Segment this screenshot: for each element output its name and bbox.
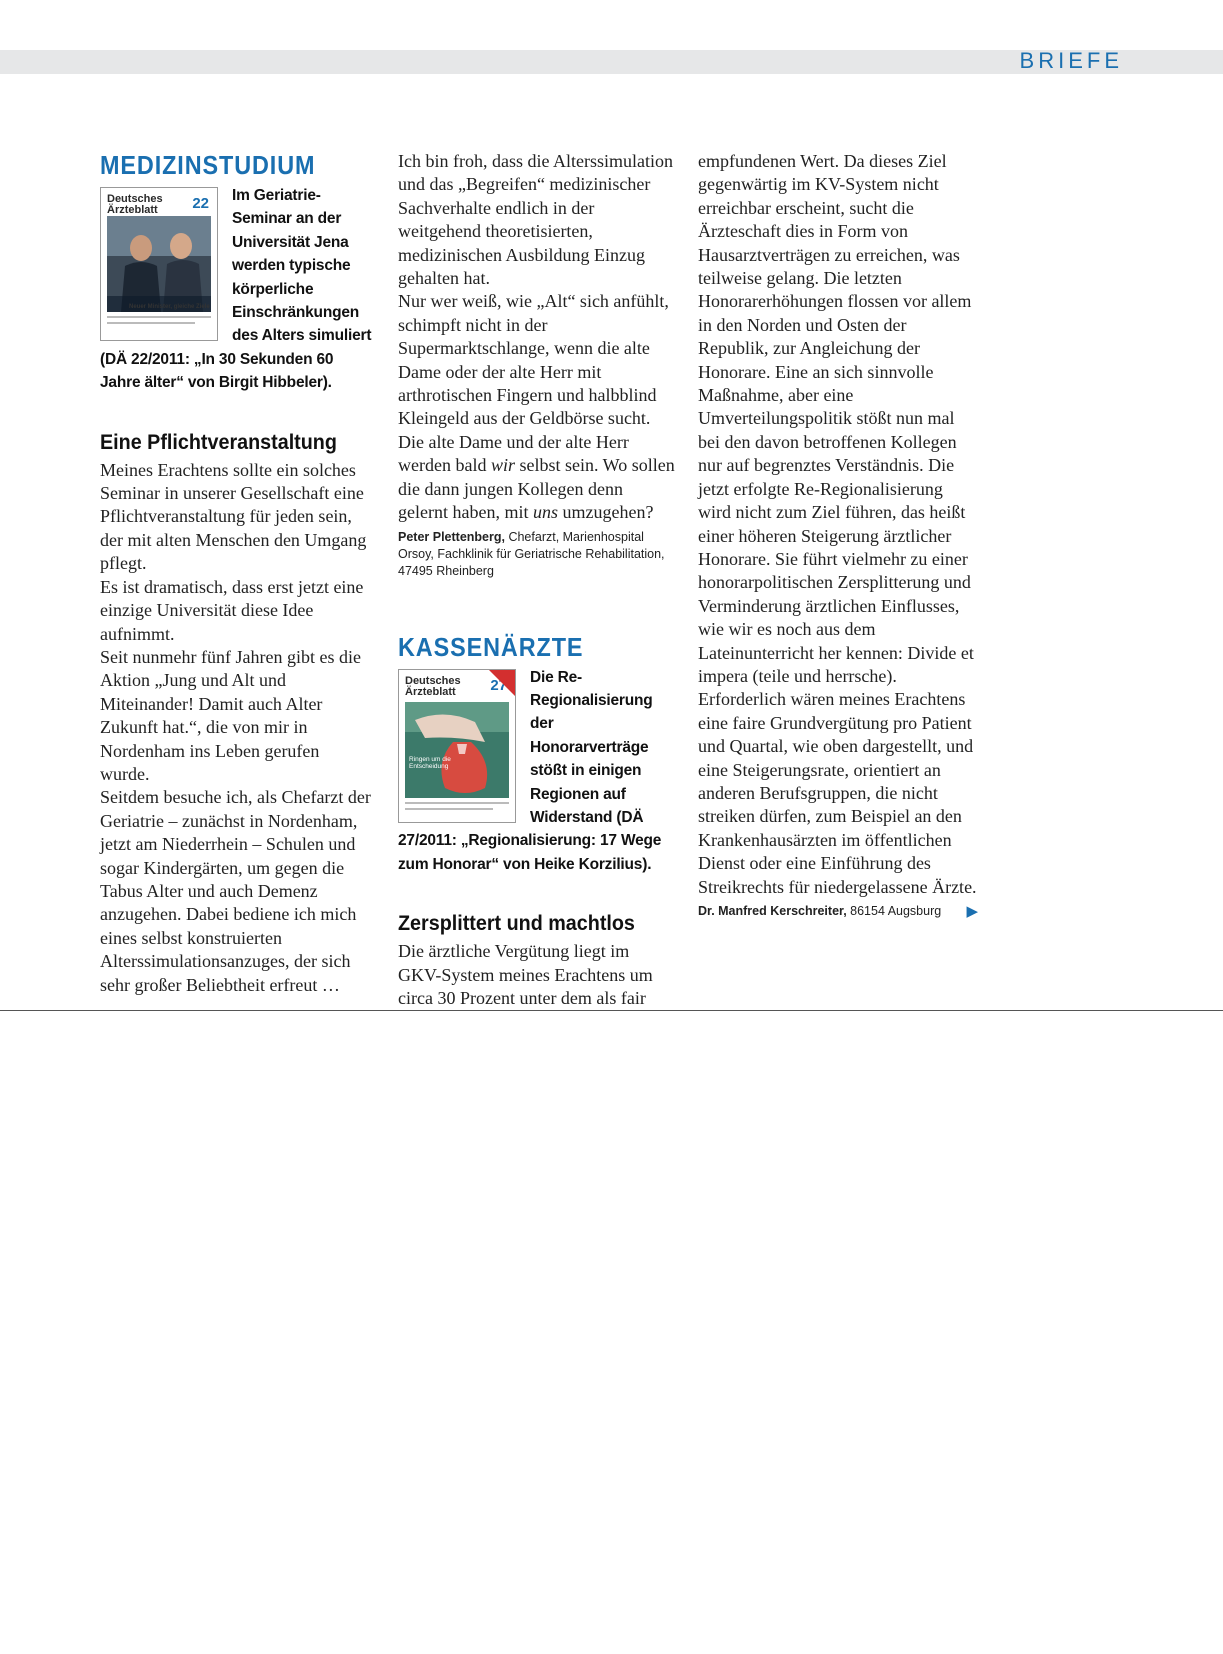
- cover-footer-lines: [405, 802, 509, 810]
- letter-paragraph: Meines Erachtens sollte ein solches Seminar in unserer Gesellschaft eine Pflichtveranstaltung für jeden sein, der mit alten Menschen den Umgang pflegt.: [100, 459, 367, 574]
- cover-issue-number: 22: [192, 195, 209, 212]
- letter-paragraph: Die alte Dame und der alte Herr werden bald wir selbst sein. Wo sollen die dann jungen Kollegen denn gelernt haben, mit uns umzugehen?: [398, 431, 675, 523]
- cover-footer-lines: [107, 316, 211, 324]
- letter-signature: Peter Plettenberg, Chefarzt, Marienhospital Orsoy, Fachklinik für Geriatrische Rehabilitation, 47495 Rheinberg: [398, 529, 665, 578]
- cover-masthead: Deutsches Ärzteblatt: [405, 674, 461, 698]
- column-3: [698, 150, 980, 920]
- topic-heading-kassenaerzte: KASSENÄRZTE: [398, 631, 584, 662]
- column-1: [100, 150, 372, 997]
- topic-heading-medizinstudium: MEDIZINSTUDIUM: [100, 150, 316, 180]
- letter-heading-zersplittert: Zersplittert und machtlos: [398, 912, 635, 936]
- bottom-divider: [0, 1010, 1223, 1011]
- cover-photo-image: [405, 702, 509, 798]
- letter-heading-pflichtveranstaltung: Eine Pflichtveranstaltung: [100, 430, 337, 454]
- letter-signature: Dr. Manfred Kerschreiter, 86154 Augsburg ▶: [698, 903, 978, 920]
- cover-corner-ribbon: [489, 670, 515, 696]
- letter-paragraph: Die ärztliche Vergütung liegt im GKV-System meines Erachtens um circa 30 Prozent unter dem als fair: [398, 941, 653, 1008]
- magazine-cover-22: [100, 187, 218, 341]
- continue-arrow-icon: ▶: [966, 903, 978, 920]
- article-intro: Im Geriatrie-Seminar an der Universität Jena werden typische körperliche Einschränkungen des Alters simuliert (DÄ 22/2011: „In 30 Sekunden 60 Jahre älter“ von Birgit Hibbeler).: [100, 187, 372, 392]
- magazine-cover-27: [398, 669, 516, 823]
- letter-paragraph: Nur wer weiß, wie „Alt“ sich anfühlt, schimpft nicht in der Supermarktschlange, wenn die alte Dame oder der alte Herr mit arthrotischen Fingern und halbblind Kleingeld aus der Geldbörse sucht.: [398, 291, 669, 429]
- cover-caption: Neuer Minister, gleiche Ziele: [129, 304, 210, 310]
- cover-caption: Ringen um die Entscheidung: [409, 755, 451, 770]
- letter-paragraph: empfundenen Wert. Da dieses Ziel gegenwärtig im KV-System nicht erreichbar erscheint, sucht die Ärzteschaft dies in Form von Hausarztverträgen zu erreichen, was teilweise gelang. Die letzten Honorarerhöhungen flossen vor allem in den Norden und Osten der Republik, zur Angleichung der Honorare. Eine an sich sinnvolle Maßnahme, aber eine Umverteilungspolitik stößt nun mal bei den davon betroffenen Kollegen nur auf begrenztes Verständnis. Die jetzt erfolgte Re-Regionalisierung wird nicht zum Ziel führen, das heißt einer höheren Steigerung ärztlicher Honorare. Sie führt vielmehr zu einer honorarpolitischen Zersplitterung und Verminderung ärztlichen Einflusses, wie wir es noch aus dem Lateinunterricht her kennen: Divide et impera (teile und herrsche).: [698, 151, 974, 686]
- letter-paragraph: Erforderlich wären meines Erachtens eine faire Grundvergütung pro Patient und Quartal, wie oben dargestellt, und eine Steigerungsrate, orientiert an anderen Berufsgruppen, die nicht streiken dürfen, zum Beispiel an den Krankenhausärzten im öffentlichen Dienst oder eine Einführung des Streikrechts für niedergelassene Ärzte.: [698, 689, 977, 897]
- letter-paragraph: Seitdem besuche ich, als Chefarzt der Geriatrie – zunächst in Nordenham, jetzt am Niederrhein – Schulen und sogar Kindergärten, um gegen die Tabus Alter und auch Demenz anzugehen. Dabei bediene ich mich eines selbst konstruierten Alterssimulationsanzuges, der sich sehr großer Beliebtheit erfreut …: [100, 787, 371, 995]
- letter-paragraph: Seit nunmehr fünf Jahren gibt es die Aktion „Jung und Alt und Miteinander! Damit auch Alter Zukunft hat.“, die von mir in Nordenham ins Leben gerufen wurde.: [100, 646, 361, 784]
- section-label: BRIEFE: [1019, 48, 1123, 73]
- column-2: [398, 150, 676, 1010]
- article-intro: Die Re-Regionalisierung der Honorarverträge stößt in einigen Regionen auf Widerstand (DÄ 27/2011: „Regionalisierung: 17 Wege zum Honorar“ von Heike Korzilius).: [398, 668, 662, 873]
- letter-paragraph: Es ist dramatisch, dass erst jetzt eine einzige Universität diese Idee aufnimmt.: [100, 576, 364, 644]
- cover-issue-number: 27: [490, 676, 507, 694]
- cover-photo-image: [107, 216, 211, 312]
- cover-masthead: Deutsches Ärzteblatt: [107, 193, 163, 216]
- letter-paragraph: Ich bin froh, dass die Alterssimulation und das „Begreifen“ medizinischer Sachverhalte endlich in der weitgehend theoretisierten, medizinischen Ausbildung Einzug gehalten hat.: [398, 151, 673, 289]
